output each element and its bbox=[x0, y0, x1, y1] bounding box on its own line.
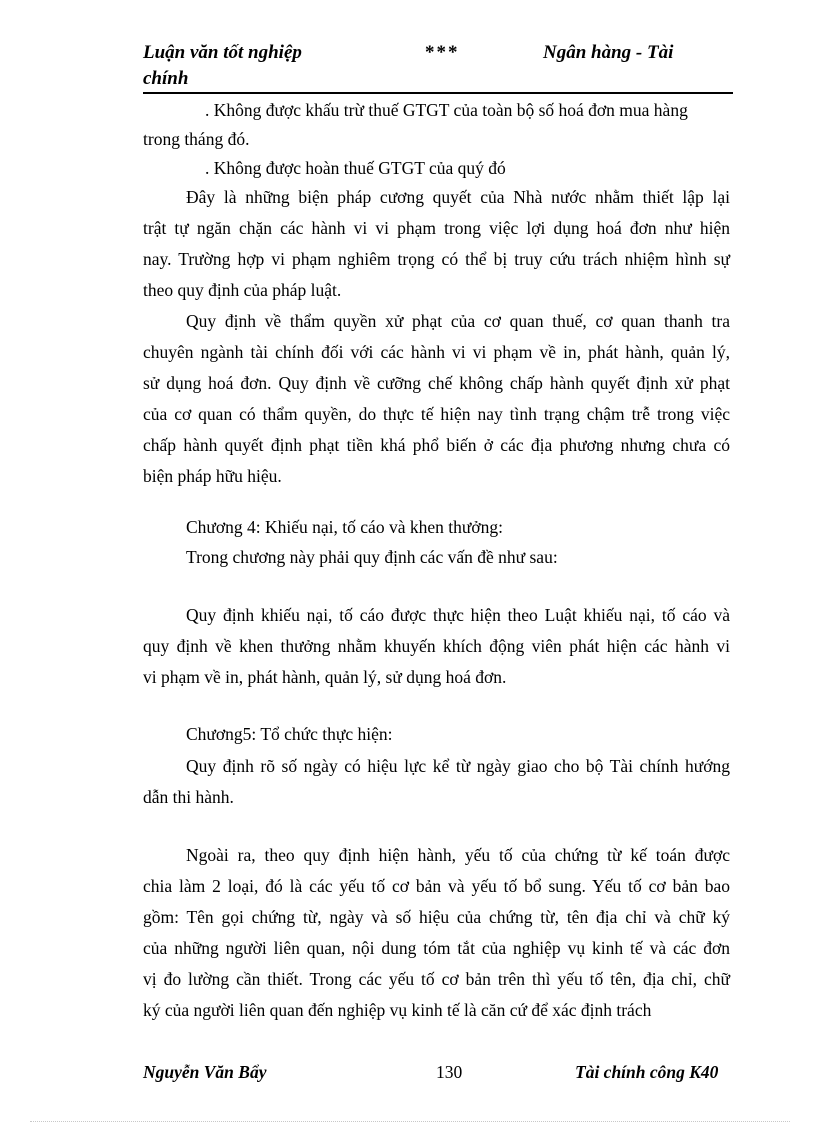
footer-class: Tài chính công K40 bbox=[575, 1062, 719, 1082]
footer-author: Nguyễn Văn Bẩy bbox=[143, 1062, 267, 1082]
chapter-heading: Chương5: Tổ chức thực hiện: bbox=[186, 724, 393, 744]
body-line: biện pháp hữu hiệu. bbox=[143, 466, 282, 486]
body-line: chia làm 2 loại, đó là các yếu tố cơ bản và yếu tố bổ sung. Yếu tố cơ bản bao bbox=[143, 876, 730, 896]
header-rule bbox=[143, 92, 733, 94]
header-left bbox=[143, 40, 302, 92]
body-line: . Không được khấu trừ thuế GTGT của toàn bộ số hoá đơn mua hàng bbox=[205, 100, 688, 120]
body-line: trong tháng đó. bbox=[143, 129, 250, 149]
page-bottom-border bbox=[30, 1121, 790, 1122]
header-title-line-2: chính bbox=[143, 68, 189, 89]
body-line: ký của người liên quan đến nghiệp vụ kinh tế là căn cứ để xác định trách bbox=[143, 1000, 652, 1020]
header-title-line-1: Luận văn tốt nghiệp bbox=[143, 42, 302, 63]
body-line: sử dụng hoá đơn. Quy định về cưỡng chế không chấp hành quyết định xử phạt bbox=[143, 373, 730, 393]
body-line: trật tự ngăn chặn các hành vi vi phạm trong việc lợi dụng hoá đơn như hiện bbox=[143, 218, 730, 238]
body-line: chuyên ngành tài chính đối với các hành vi vi phạm về in, phát hành, quản lý, bbox=[143, 342, 730, 362]
page-number: 130 bbox=[436, 1062, 463, 1082]
body-line: Trong chương này phải quy định các vấn đề như sau: bbox=[186, 547, 558, 567]
body-line: . Không được hoàn thuế GTGT của quý đó bbox=[205, 158, 506, 178]
body-line: của cơ quan có thẩm quyền, do thực tế hiện nay tình trạng chậm trễ trong việc bbox=[143, 404, 730, 424]
header-separator: *** bbox=[425, 42, 460, 63]
body-line: chấp hành quyết định phạt tiền khá phổ biến ở các địa phương nhưng chưa có bbox=[143, 435, 730, 455]
body-line: Quy định rõ số ngày có hiệu lực kể từ ngày giao cho bộ Tài chính hướng bbox=[186, 756, 730, 776]
body-line: Quy định khiếu nại, tố cáo được thực hiện theo Luật khiếu nại, tố cáo và bbox=[186, 605, 730, 625]
body-line: vi phạm về in, phát hành, quản lý, sử dụng hoá đơn. bbox=[143, 667, 507, 687]
body-line: Ngoài ra, theo quy định hiện hành, yếu tố của chứng từ kế toán được bbox=[186, 845, 730, 865]
body-line: của những người liên quan, nội dung tóm tắt của nghiệp vụ kinh tế và các đơn bbox=[143, 938, 730, 958]
header-right: Ngân hàng - Tài bbox=[543, 42, 674, 63]
body-line: nay. Trường hợp vi phạm nghiêm trọng có thể bị truy cứu trách nhiệm hình sự bbox=[143, 249, 730, 269]
page-header bbox=[143, 40, 733, 92]
body-line: dẫn thi hành. bbox=[143, 787, 234, 807]
body-line: gồm: Tên gọi chứng từ, ngày và số hiệu của chứng từ, tên địa chỉ và chữ ký bbox=[143, 907, 730, 927]
body-line: Quy định về thẩm quyền xử phạt của cơ quan thuế, cơ quan thanh tra bbox=[186, 311, 730, 331]
body-line: quy định về khen thưởng nhằm khuyến khích động viên phát hiện các hành vi bbox=[143, 636, 730, 656]
body-line: theo quy định của pháp luật. bbox=[143, 280, 342, 300]
body-line: vị đo lường cần thiết. Trong các yếu tố cơ bản trên thì yếu tố tên, địa chỉ, chữ bbox=[143, 969, 730, 989]
body-line: Đây là những biện pháp cương quyết của Nhà nước nhằm thiết lập lại bbox=[186, 187, 730, 207]
chapter-heading: Chương 4: Khiếu nại, tố cáo và khen thưởng: bbox=[186, 517, 503, 537]
